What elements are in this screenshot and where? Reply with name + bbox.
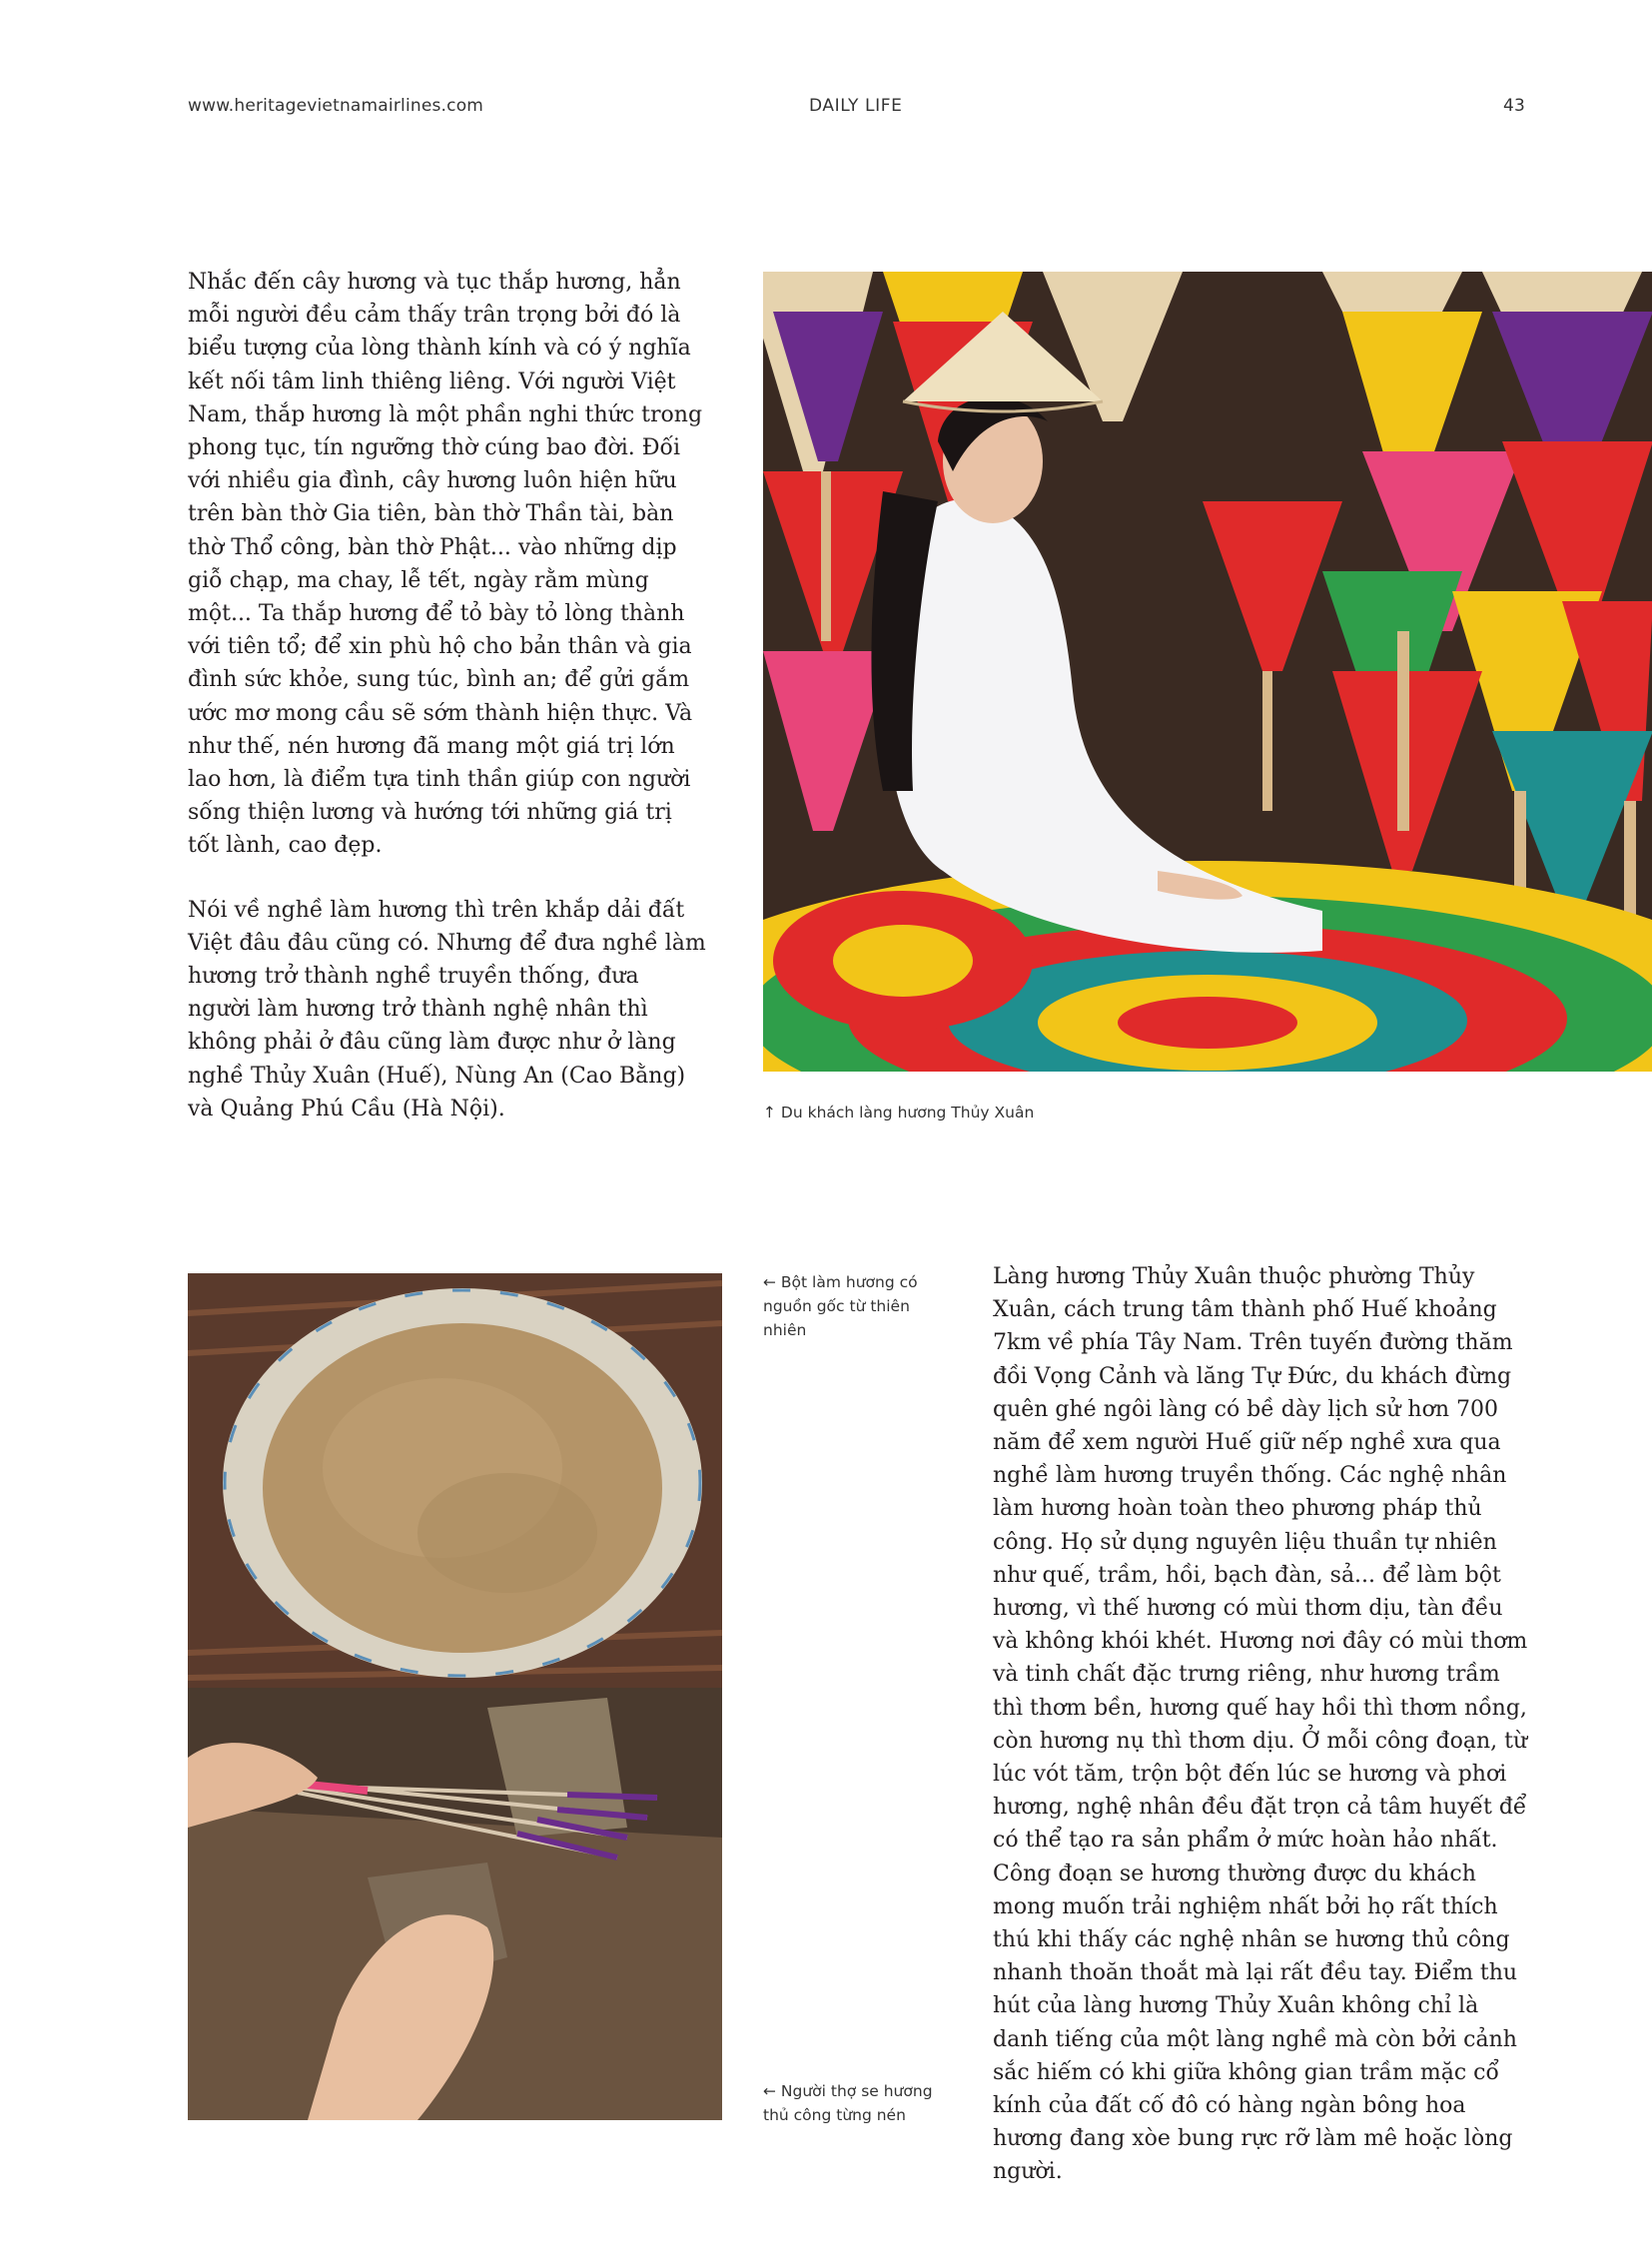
section-title: DAILY LIFE: [809, 96, 903, 116]
photo-woman-incense-village: [763, 272, 1652, 1072]
website-url: www.heritagevietnamairlines.com: [188, 96, 484, 116]
page-number: 43: [1503, 96, 1526, 116]
photo-powder-illustration: [188, 1273, 722, 1688]
intro-paragraph-2: Nói về nghề làm hương thì trên khắp dải đất Việt đâu đâu cũng có. Nhưng để đưa nghề làm hương trở thành nghề truyền thống, đưa người làm hương trở thành nghệ nhân thì không phải ở đâu cũng làm được như ở làng nghề Thủy Xuân (Huế), Nùng An (Cao Bằng) và Quảng Phú Cầu (Hà Nội).: [188, 897, 706, 1121]
intro-paragraph-1: Nhắc đến cây hương và tục thắp hương, hẳn mỗi người đều cảm thấy trân trọng bởi đó là biểu tượng của lòng thành kính và có ý nghĩa kết nối tâm linh thiêng liêng. Với người Việt Nam, thắp hương là một phần nghi thức trong phong tục, tín ngưỡng thờ cúng bao đời. Đối với nhiều gia đình, cây hương luôn hiện hữu trên bàn thờ Gia tiên, bàn thờ Thần tài, bàn thờ Thổ công, bàn thờ Phật... vào những dịp giỗ chạp, ma chay, lễ tết, ngày rằm mùng một... Ta thắp hương để tỏ bày tỏ lòng thành với tiên tổ; để xin phù hộ cho bản thân và gia đình sức khỏe, sung túc, bình an; để gửi gắm ước mơ mong cầu sẽ sớm thành hiện thực. Và như thế, nén hương đã mang một giá trị lớn lao hơn, là điểm tựa tinh thần giúp con người sống thiện lương và hướng tới những giá trị tốt lành, cao đẹp.: [188, 270, 703, 859]
photo-incense-powder-bowl: [188, 1273, 722, 1688]
photo-woman-incense-illustration: [763, 272, 1652, 1072]
caption-powder-photo: ← Bột làm hương có nguồn gốc từ thiên nhiên: [763, 1273, 918, 1339]
photo-hand-rolling-incense: [188, 1688, 722, 2120]
village-description-column: [993, 1260, 1532, 2189]
village-paragraph: Làng hương Thủy Xuân thuộc phường Thủy Xuân, cách trung tâm thành phố Huế khoảng 7km về phía Tây Nam. Trên tuyến đường thăm đồi Vọng Cảnh và lăng Tự Đức, du khách đừng quên ghé ngôi làng có bề dày lịch sử hơn 700 năm để xem người Huế giữ nếp nghề xưa qua nghề làm hương truyền thống. Các nghệ nhân làm hương hoàn toàn theo phương pháp thủ công. Họ sử dụng nguyên liệu thuần tự nhiên như quế, trầm, hồi, bạch đàn, sả... để làm bột hương, vì thế hương có mùi thơm dịu, tàn đều và không khói khét. Hương nơi đây có mùi thơm và tinh chất đặc trưng riêng, như hương trầm thì thơm bền, hương quế hay hồi thì thơm nồng, còn hương nụ thì thơm dịu. Ở mỗi công đoạn, từ lúc vót tăm, trộn bột đến lúc se hương và phơi hương, nghệ nhân đều đặt trọn cả tâm huyết để có thể tạo ra sản phẩm ở mức hoàn hảo nhất. Công đoạn se hương thường được du khách mong muốn trải nghiệm nhất bởi họ rất thích thú khi thấy các nghệ nhân se hương thủ công nhanh thoăn thoắt mà lại rất đều tay. Điểm thu hút của làng hương Thủy Xuân không chỉ là danh tiếng của một làng nghề mà còn bởi cảnh sắc hiếm có khi giữa không gian trầm mặc cổ kính của đất cố đô có hàng ngàn bông hoa hương đang xòe bung rực rỡ làm mê hoặc lòng người.: [993, 1264, 1528, 2185]
caption-rolling-photo: ← Người thợ se hương thủ công từng nén: [763, 2082, 933, 2124]
intro-text-column: [188, 266, 707, 1125]
caption-main-photo: ↑ Du khách làng hương Thủy Xuân: [763, 1104, 1035, 1121]
photo-rolling-illustration: [188, 1688, 722, 2120]
